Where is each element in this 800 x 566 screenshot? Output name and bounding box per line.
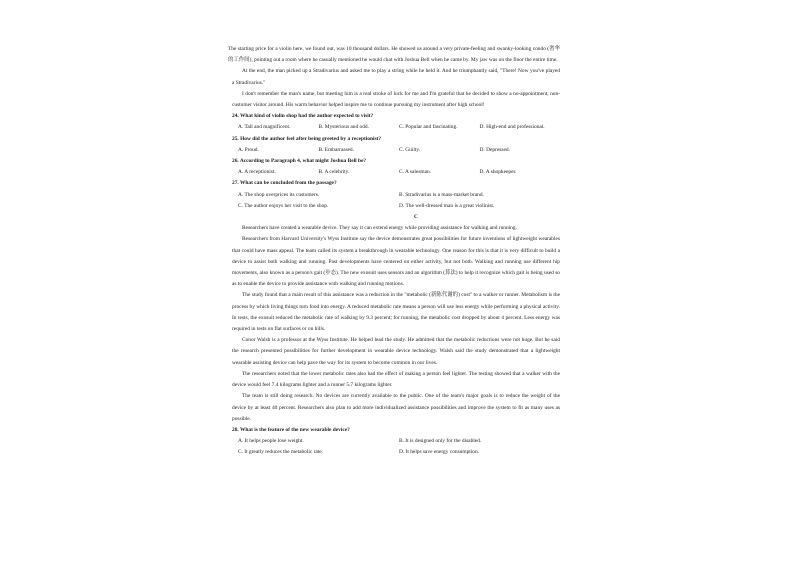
- passage-paragraph: The researchers noted that the lower metabolic rates also had the effect of making a person feel lighter. The testing showed that a walker with the device would feel 7.4 kilograms lighter and a runner 5.7 kilograms lighter.: [232, 370, 560, 389]
- question-27-options: [232, 190, 560, 212]
- question-text: What can be concluded from the passage?: [240, 180, 337, 187]
- option-c[interactable]: C. It greatly reduces the metabolic rate.: [238, 449, 324, 456]
- question-24-options: [232, 122, 560, 133]
- option-c[interactable]: C. A salesman.: [399, 169, 432, 176]
- question-number: 25.: [232, 135, 239, 142]
- option-b[interactable]: B. Mysterious and odd.: [318, 124, 369, 131]
- option-d[interactable]: D. A shopkeeper.: [479, 169, 517, 176]
- passage-paragraph: Conor Walsh is a professor at the Wyss Institute. He helped lead the study. He admitted that the metabolic reductions were not huge. But he said the research presented possibilities for further development in wearable device technology. Walsh said the study demonstrated that a lightweight wearable assisting device can help pave the way for its system to become common in our lives.: [232, 337, 560, 366]
- question-number: 28.: [232, 426, 239, 433]
- option-a[interactable]: A. Tall and magnificent.: [238, 124, 291, 131]
- option-d[interactable]: D. Depressed.: [479, 146, 510, 153]
- option-c[interactable]: C. Guilty.: [399, 146, 421, 153]
- question-25-options: [232, 145, 560, 156]
- option-a[interactable]: A. Proud.: [238, 146, 259, 153]
- question-26-options: [232, 167, 560, 178]
- question-number: 26.: [232, 158, 239, 165]
- passage-paragraph: At the end, the man picked up a Stradivarius and asked me to play a string while he held it. And he triumphantly said, "There! Now you've played a Stradivarius.": [232, 68, 560, 86]
- option-d[interactable]: D. The well-dressed man is a great violinist.: [399, 202, 495, 209]
- passage-paragraph: Researchers have created a wearable device. They say it can extend energy while providing assistance for walking and running.: [242, 225, 517, 232]
- passage-paragraph: The study found that a main result of this assistance was a reduction in the "metabolic (新陈代谢的) cost" to a walker or runner. Metabolism is the process by which living things turn food into energy. A reduced metabolic rate means a person will use less energy while performing a physical activity. In tests, the exosuit reduced the metabolic rate of walking by 9.3 percent; for running, the metabolic cost dropped by about 4 percent. Less energy was required in tests on flat surfaces or on hills.: [232, 292, 560, 333]
- question-text: What kind of violin shop had the author expected to visit?: [240, 113, 374, 120]
- question-27: [232, 178, 560, 189]
- question-number: 24.: [232, 113, 239, 120]
- question-text: What is the feature of the new wearable device?: [240, 426, 350, 433]
- section-label: C: [414, 214, 418, 221]
- option-a[interactable]: A. It helps people lose weight.: [238, 438, 304, 445]
- option-d[interactable]: D. It helps save energy consumption.: [399, 449, 479, 456]
- passage-paragraph: The starting price for a violin here, we found out, was 10 thousand dollars. He showed us around a very private-feeling and swanky-looking condo (奢华的工作间), pointing out a room where he casually mentioned he would chat with Joshua Bell when he came by. My jaw was on the floor the entire time.: [228, 46, 560, 64]
- option-d[interactable]: D. High-end and professional.: [479, 124, 545, 131]
- passage-paragraph: The team is still doing research. No devices are currently available to the public. One of the team's major goals is to reduce the weight of the device by at least 40 percent. Researchers also plan to add more individualized assistance possibilities and improve the system to fit as many uses as possible.: [232, 393, 560, 422]
- question-number: 27.: [232, 180, 239, 187]
- passage-paragraph: Researchers from Harvard University's Wyss Institute say the device demonstrates great possibilities for future inventions of lightweight wearables that could have mass appeal. The team called its system a breakthrough in wearable technology. One reason for this is that it is very difficult to build a device to assist both walking and running. Past developments have centered on either activity, but not both. Walking and running use different hip movements, also known as a person's gait (步态). The new exosuit uses sensors and an algorithm (算法) to help it recognize which gait is being used so as to enable the device to provide assistance with walking and running motions.: [232, 236, 560, 288]
- passage-paragraph: I don't remember the man's name, but meeting him is a real stroke of luck for me and I'm grateful that he decided to show a no-appointment, non-customer visitor around. His warm behavior helped inspire me to continue pursuing my instrument after high school!: [232, 90, 560, 109]
- option-c[interactable]: C. The author enjoys her visit to the shop.: [238, 202, 329, 209]
- option-b[interactable]: B. It is designed only for the disabled.: [399, 438, 482, 445]
- question-28: [232, 425, 560, 436]
- option-a[interactable]: A. The shop overprices its customers.: [238, 191, 320, 198]
- question-text: According to Paragraph 4, what might Joshua Bell be?: [239, 158, 367, 165]
- question-26: [232, 156, 560, 167]
- question-24: [232, 111, 560, 122]
- option-a[interactable]: A. A receptionist.: [238, 169, 276, 176]
- option-b[interactable]: B. A celebrity.: [318, 169, 350, 176]
- exam-content: [228, 44, 560, 459]
- question-text: How did the author feel after being greeted by a receptionist?: [240, 135, 382, 142]
- question-28-options: [232, 436, 560, 458]
- option-c[interactable]: C. Popular and fascinating.: [399, 124, 458, 131]
- option-b[interactable]: B. Stradivarius is a mass-market brand.: [399, 191, 484, 198]
- question-25: [232, 134, 560, 145]
- option-b[interactable]: B. Embarrassed.: [318, 146, 354, 153]
